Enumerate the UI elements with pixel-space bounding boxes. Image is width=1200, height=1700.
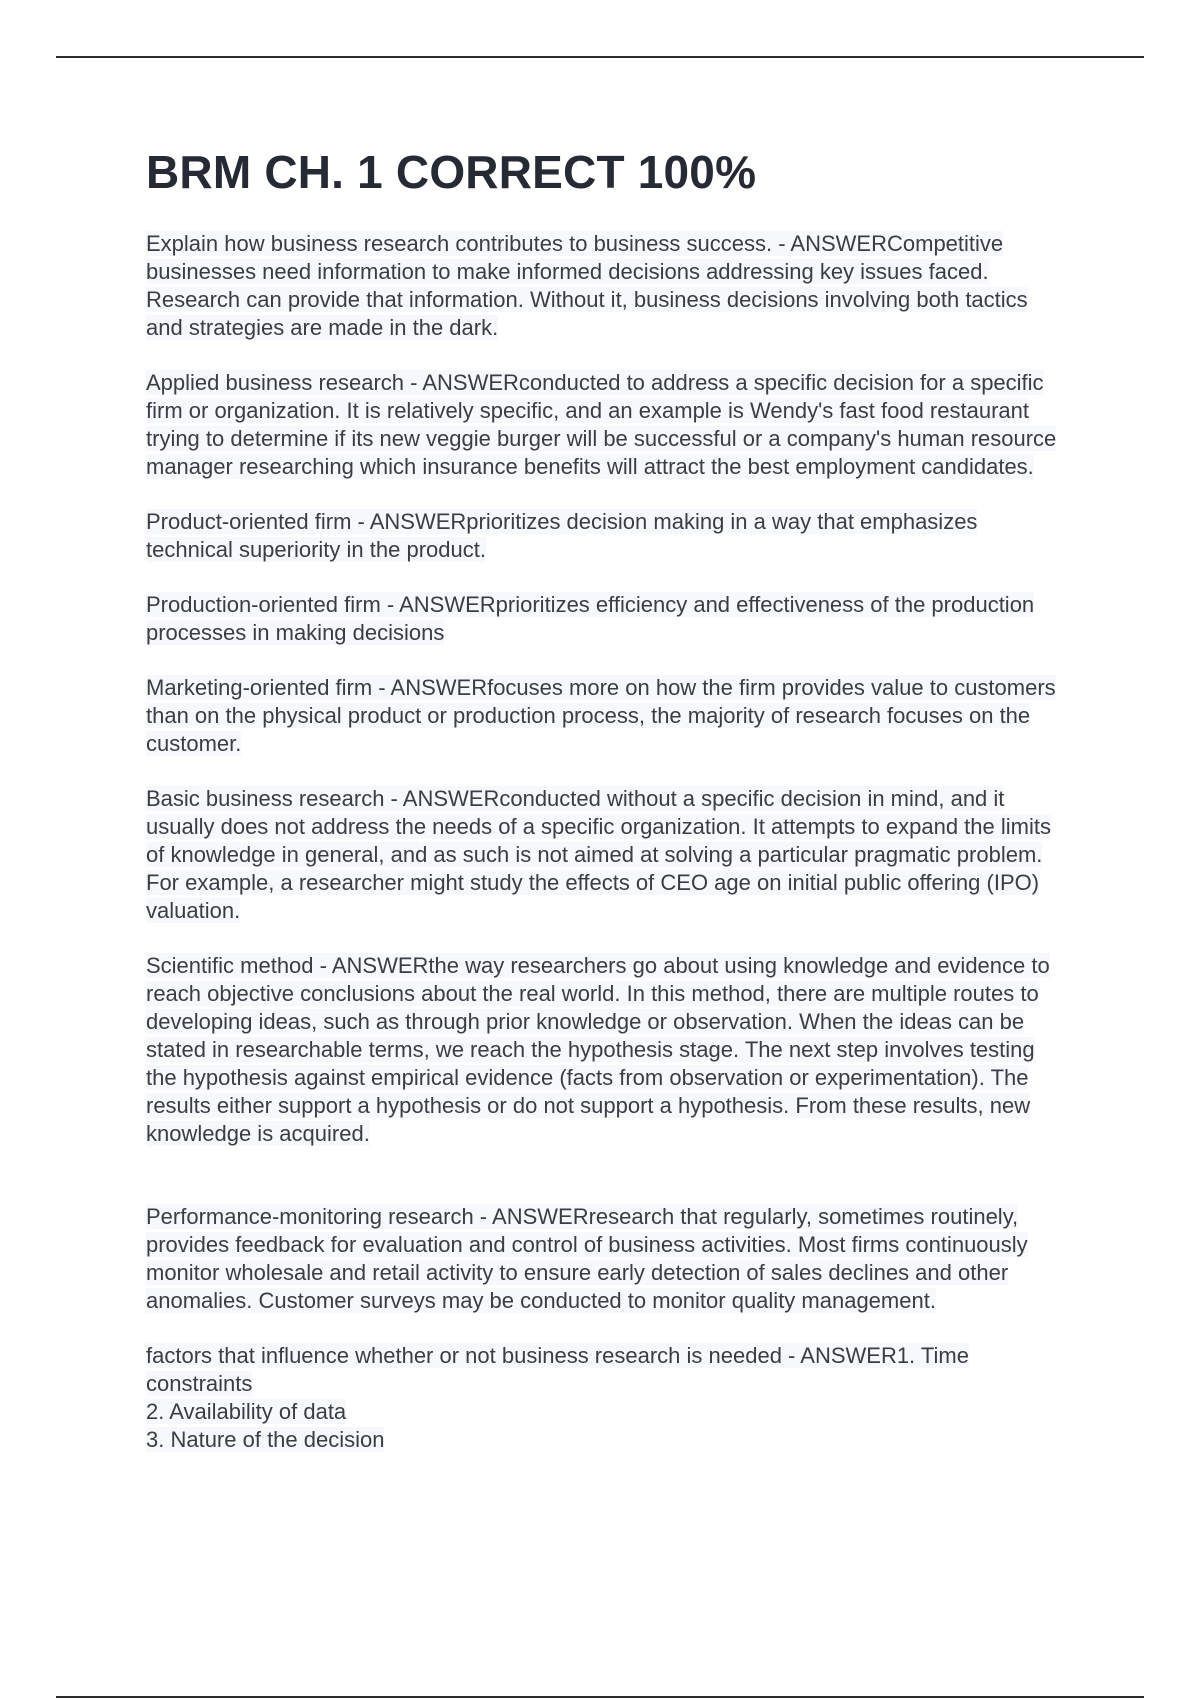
qa-entry: [146, 952, 1066, 1148]
qa-entry: [146, 674, 1066, 758]
factors-item-3: 3. Nature of the decision: [146, 1427, 385, 1452]
qa-entry: [146, 785, 1066, 925]
qa-entry: [146, 1203, 1066, 1315]
qa-text: Production-oriented firm - ANSWERprioritizes efficiency and effectiveness of the production processes in making decisions: [146, 592, 1035, 645]
qa-entry: [146, 230, 1066, 342]
qa-entry: [146, 369, 1066, 481]
header-rule: [56, 56, 1144, 58]
qa-text: Applied business research - ANSWERconducted to address a specific decision for a specific firm or organization. It is relatively specific, and an example is Wendy's fast food restaurant trying to determine if its new veggie burger will be successful or a company's human resource manager researching which insurance benefits will attract the best employment candidates.: [146, 370, 1057, 479]
qa-text: Performance-monitoring research - ANSWERresearch that regularly, sometimes routinely, provides feedback for evaluation and control of business activities. Most firms continuously monitor wholesale and retail activity to ensure early detection of sales declines and other anomalies. Customer surveys may be conducted to monitor quality management.: [146, 1204, 1028, 1313]
factors-item-2: 2. Availability of data: [146, 1399, 347, 1424]
footer-rule: [56, 1696, 1144, 1698]
factors-lead: factors that influence whether or not business research is needed - ANSWER1. Time constraints: [146, 1343, 969, 1396]
qa-text: Scientific method - ANSWERthe way researchers go about using knowledge and evidence to reach objective conclusions about the real world. In this method, there are multiple routes to developing ideas, such as through prior knowledge or observation. When the ideas can be stated in researchable terms, we reach the hypothesis stage. The next step involves testing the hypothesis against empirical evidence (facts from observation or experimentation). The results either support a hypothesis or do not support a hypothesis. From these results, new knowledge is acquired.: [146, 953, 1050, 1146]
qa-text: Marketing-oriented firm - ANSWERfocuses more on how the firm provides value to customers than on the physical product or production process, the majority of research focuses on the customer.: [146, 675, 1056, 756]
qa-entry: [146, 508, 1066, 564]
qa-entry: [146, 591, 1066, 647]
page-title: BRM CH. 1 CORRECT 100%: [146, 146, 757, 198]
qa-text: Explain how business research contributes to business success. - ANSWERCompetitive businesses need information to make informed decisions addressing key issues faced. Research can provide that information. Without it, business decisions involving both tactics and strategies are made in the dark.: [146, 231, 1028, 340]
factors-entry: [146, 1342, 1066, 1454]
qa-text: Product-oriented firm - ANSWERprioritizes decision making in a way that emphasizes technical superiority in the product.: [146, 509, 978, 562]
document-body: [146, 140, 1066, 1481]
qa-text: Basic business research - ANSWERconducted without a specific decision in mind, and it usually does not address the needs of a specific organization. It attempts to expand the limits of knowledge in general, and as such is not aimed at solving a particular pragmatic problem. For example, a researcher might study the effects of CEO age on initial public offering (IPO) valuation.: [146, 786, 1051, 923]
